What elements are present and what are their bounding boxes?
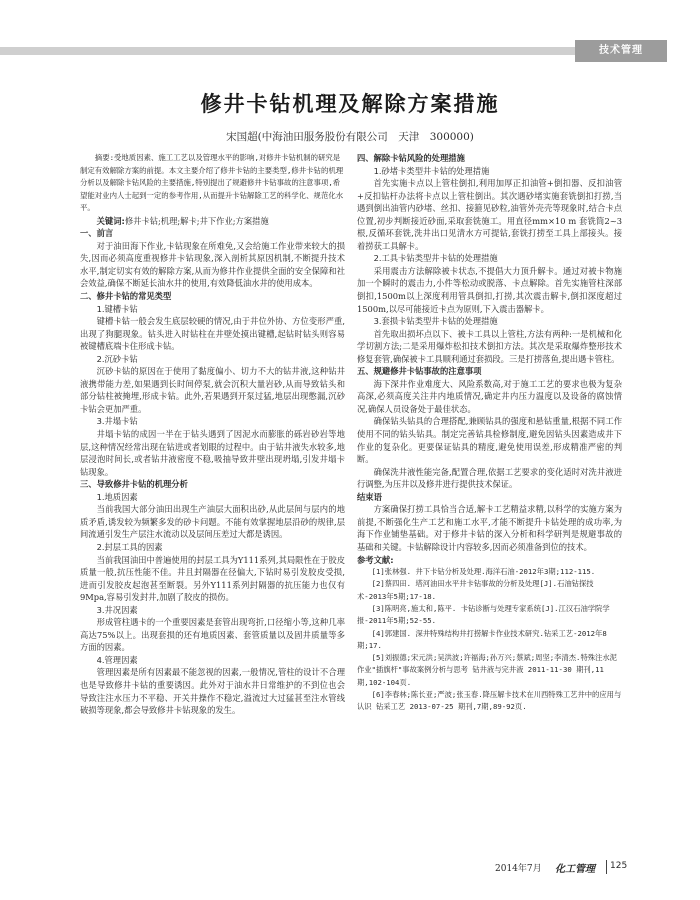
abstract <box>80 152 345 215</box>
article-title: 修井卡钻机理及解除方案措施 <box>200 92 500 116</box>
subsection-title: 2.沉砂卡钻 <box>96 353 138 364</box>
subsection-title: 3.井塌卡钻 <box>96 416 138 427</box>
paragraph: 形成管柱遇卡的一个重要因素是套管出现弯折,口径缩小等,这种几率高达75%以上。出现套损的还有地质因素、套管质量以及固井质量等多方面的因素。 <box>80 617 345 653</box>
subsection-title: 3.井况因素 <box>96 604 138 615</box>
conclusion-heading: 结束语 <box>357 491 382 502</box>
paragraph: 方案确保打捞工具恰当合适,解卡工艺精益求精,以科学的实施方案为前提,不断强化生产工艺和施工水平,才能不断提升卡钻处理的成功率,为海下作业铺垫基础。对于修井卡钻的深入分析和科学研判是规避事故的基础和关键。卡钻解除设计内容较多,因而必须准备到位的技术。 <box>357 504 622 552</box>
section-heading: 一、前言 <box>80 228 114 239</box>
reference-item: [2]蔡四田. 塔河油田水平井卡钻事故的分析及处理[J].石油钻探技术-2013年5期;17-18. <box>357 579 594 601</box>
paragraph: 对于油田海下作业,卡钻现象在所难免,又会给施工作业带来较大的损失,因而必须高度重视修井卡钻现象,深入剖析其原因机制,不断提升技术水平,制定切实有效的解除方案,从而为修井作业提供全面的安全保障和社会效益,确保不断延长油水井的使用,有效降低油水井的使用成本。 <box>80 240 345 289</box>
magazine-name: 化工管理 <box>555 864 595 875</box>
paragraph: 确保钻头钻具的合理搭配,兼顾钻具的强度和悬钻重量,根据不同工作使用不同的钻头钻具。制定完善钻具检修制度,避免因钻头因素造成井下作业的复杂化。更要保证钻具的精度,避免使用误差,形成精准严密的判断。 <box>357 416 622 465</box>
paragraph: 当前我国大部分油田出现生产油层大面积出砂,从此层间与层内的地质矛盾,诱发较为频繁多发的砂卡问题。不能有效掌握地层沿砂的规律,层间流通引发生产层注水流动以及层间压差过大都是诱因。 <box>80 504 345 540</box>
subsection-title: 4.管理因素 <box>96 654 138 665</box>
reference-item: [3]陈明亮,施太和,陈平. 卡钻诊断与处理专家系统[J].江汉石油学院学报-2011年5期;52-55. <box>357 603 610 626</box>
section-heading: 三、导致修井卡钻的机理分析 <box>80 479 188 490</box>
left-column <box>80 152 345 717</box>
reference-item: [5]刘振德;宋元洪;吴洪波;许福海;孙万兴;蔡斌;周坚;李清杰.特殊注水泥作业"插旗杆"事故案例分析与思考 钻井液与完井液 2011-11-30 期刊,11期,102-104页. <box>357 653 617 687</box>
subsection-title: 1.地质因素 <box>96 491 138 502</box>
paragraph: 确保洗井液性能完备,配置合理,依据工艺要求的变化适时对洗井液进行调整,为压井以及修井进行提供技术保证。 <box>357 466 622 490</box>
section-header-bar <box>0 40 700 62</box>
paragraph: 当前我国油田中普遍使用的封层工具为Y111系列,其局限性在于胶皮质量一般,抗压性能不佳。井且封隔器在径偏大,下钻时易引发胶皮受损,进而引发胶皮起泡甚至断裂。另外Y111系列封隔器的抗压能力也仅有9Mpa,容易引发封井,加剧了胶皮的损伤。 <box>80 554 345 603</box>
paragraph: 首先实施卡点以上管柱倒扣,利用加厚正扣油管+倒扣器、反扣油管+反扣钻杆办法将卡点以上管柱倒出。其次遇砂堵实施套铣倒扣打捞,当遇到倒出油管内砂堵、丝扣、接箍见砂粒,油管外壳壳等现象时,结合卡点位置,初步判断接近砂面,采取套铣施工。用直径mm×10 m 套铣筒2~3根,反循环套铣,洗井出口见清水方可提钻,套铣打捞至工具上部接头。接着捞获工具解卡。 <box>357 178 622 251</box>
paragraph: 键槽卡钻一般会发生底层较硬的情况,由于井位外协、方位变形严重,出现了狗腿现象。钻头进入时钻柱在井壁处摸出键槽,起钻时钻头则容易被键槽底端卡住形成卡钻。 <box>80 316 345 352</box>
section-tag: 技术管理 <box>575 40 667 62</box>
right-column <box>357 152 622 714</box>
section-heading: 二、修井卡钻的常见类型 <box>80 291 172 302</box>
paragraph: 采用震击方法解除被卡状态,不提倡大力顶升解卡。通过对被卡物施加一个瞬时的震击力,小件等松动或脱落、卡点解除。首先实施管柱深部倒扣,1500m以上深度利用管具倒扣,打捞,其次震击解卡,倒扣深度超过1500m,以尽可能接近卡点为原则,下入震击器解卡。 <box>357 265 622 314</box>
subsection-title: 2.工具卡钻类型井卡钻的处理措施 <box>373 253 498 264</box>
paragraph: 沉砂卡钻的原因在于使用了黏度偏小、切力不大的钻井液,这种钻井液携带能力差,如果遇到长时间停泵,就会沉积大量岩砂,从而导致钻头和部分钻柱被掩埋,形成卡钻。此外,若果遇到开泵过猛,地层出现憋漏,沉砂卡钻会更加严重。 <box>80 366 345 414</box>
footer-divider <box>606 860 607 874</box>
keywords <box>80 215 345 228</box>
references-heading: 参考文献: <box>357 554 394 565</box>
keywords-text: 修井卡钻;机理;解卡;井下作业;方案措施 <box>124 215 269 226</box>
page-footer <box>0 860 700 876</box>
abstract-text: 摘要:受地质因素、施工工艺以及管理水平的影响,对修井卡钻机制的研究是制定有效解除方案的前提。本文主要介绍了修井卡钻的主要类型,修井卡钻的机理分析以及解除卡钻风险的主要措施,特别提出了规避修井卡钻事故的注意事项,希望能对业内人士起到一定的参考作用,从而提升卡钻解除工艺的科学化、规范化水平。 <box>80 153 344 213</box>
paragraph: 首先取出损坏点以下、被卡工具以上管柱,方法有两种:一是机械和化学切割方法;二是采用爆炸松扣技术倒扣方法。其次是采取爆炸整形技术修复套管,确保被卡工具顺利通过套损段。三是打捞落鱼,提出遇卡管柱。 <box>357 328 622 364</box>
header-stripe <box>0 47 575 55</box>
subsection-title: 1.砂堵卡类型井卡钻的处理措施 <box>373 165 490 176</box>
page-number: 125 <box>610 861 628 871</box>
keywords-label: 关键词: <box>96 215 125 226</box>
issue-date: 2014年7月 <box>495 864 542 874</box>
section-heading: 四、解除卡钻风险的处理措施 <box>357 153 465 163</box>
section-heading: 五、规避修井卡钻事故的注意事项 <box>357 366 482 377</box>
reference-item: [6]李春林;陈长亚;严波;张玉春.降压解卡技术在川西特殊工艺井中的应用与认识 钻采工艺 2013-07-25 期刊,7期,89-92页. <box>357 690 622 712</box>
reference-item: [1]张林强. 井下卡钻分析及处理.海洋石油-2012年3期;112-115. <box>371 567 596 577</box>
paragraph: 井塌卡钻的成因一半在于钻头遇到了因泥水而膨胀的砾岩砂岩等地层,这种情况经常出现在钻进或者划眼的过程中。由于钻井液失水较多,地层浸泡时间长,或者钻井液密度不稳,吸抽导致井壁出现坍塌,引发井塌卡钻现象。 <box>80 429 345 477</box>
subsection-title: 3.套损卡钻类型井卡钻的处理措施 <box>373 316 498 327</box>
article-author: 宋国超(中海油田服务股份有限公司 天津 300000) <box>226 131 474 143</box>
subsection-title: 1.键槽卡钻 <box>96 303 138 314</box>
subsection-title: 2.封层工具的因素 <box>96 541 163 552</box>
reference-item: [4]郭建国. 深井特殊结构井打捞解卡作业技术研究.钻采工艺-2012年8期;17. <box>357 628 607 650</box>
paragraph: 管理因素是所有因素最不能忽视的因素,一般情况,管柱的设计不合理也是导致修井卡钻的重要诱因。此外对于油水井日常维护的不到位也会导致注注水压力不平稳、开关井操作不稳定,溢流过大过猛甚至注水管线破损等现象,都会导致修井卡钻现象的发生。 <box>80 667 345 716</box>
paragraph: 海下深井作业难度大、风险系数高,对于施工工艺的要求也极为复杂高深,必须高度关注井内地质情况,确定井内压力温度以及设备的腐蚀情况,确保人员设备处于最佳状态。 <box>357 378 622 414</box>
